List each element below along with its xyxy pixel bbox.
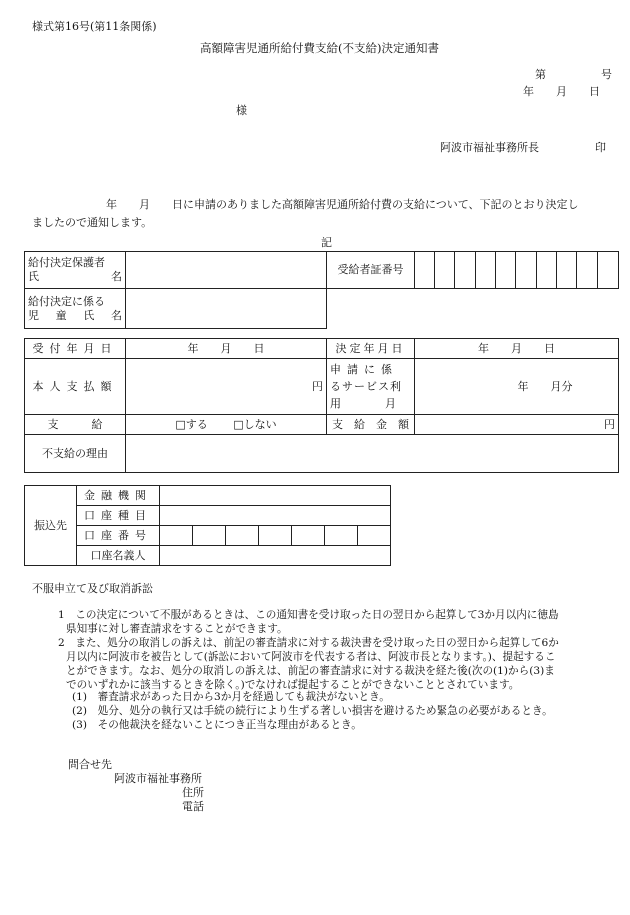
issuer-name: 阿波市福祉事務所長 <box>440 141 539 154</box>
recipient-digit-box[interactable] <box>435 252 455 289</box>
account-digit-box[interactable] <box>325 526 358 546</box>
guardian-label-line-1: 給付決定保護者 <box>28 256 105 269</box>
transfer-label: 振込先 <box>25 486 77 566</box>
document-date-label: 年 月 日 <box>523 85 600 98</box>
account-digit-box[interactable] <box>193 526 226 546</box>
contact-phone-label: 電話 <box>182 800 204 813</box>
account-digit-box[interactable] <box>160 526 193 546</box>
child-label-line-2: 児 童 氏 名 <box>28 308 122 322</box>
bank-label: 金融機関 <box>77 486 160 506</box>
self-pay-field[interactable]: 円 <box>126 359 327 415</box>
receipt-date-label: 受付年月日 <box>25 339 126 359</box>
appeal-item-2-line-1: 2 また、処分の取消しの訴えは、前記の審査請求に対する裁決書を受け取った日の翌日から起算して6か <box>58 637 559 649</box>
service-month-field[interactable]: 年 月分 <box>415 359 619 415</box>
appeal-item-2-line-4: でのいずれかに該当するときを除く。)でなければ提起することができないこととされています。 <box>66 679 520 691</box>
service-month-label-line-2: るサービス利 <box>330 380 402 393</box>
appeal-heading: 不服申立て及び取消訴訟 <box>32 582 153 595</box>
payment-options <box>126 415 327 435</box>
contact-address-label: 住所 <box>182 786 204 799</box>
intro-line-2: ましたので通知します。 <box>32 216 153 229</box>
bank-field[interactable] <box>160 486 391 506</box>
payment-amount-label: 支 給 金 額 <box>327 415 415 435</box>
ki-label: 記 <box>321 236 332 249</box>
account-holder-label: 口座名義人 <box>77 546 160 566</box>
recipient-digit-box[interactable] <box>598 252 619 289</box>
appeal-item-1-line-1: 1 この決定について不服があるときは、この通知書を受け取った日の翌日から起算して3か月以内に徳島 <box>58 609 559 621</box>
service-month-label-line-1: 申請に係 <box>330 363 398 376</box>
appeal-item-2-line-3: とができます。なお、処分の取消しの訴えは、前記の審査請求に対する裁決を経た後(次の(1)から(3)ま <box>66 665 555 677</box>
account-digit-box[interactable] <box>226 526 259 546</box>
account-digit-box[interactable] <box>358 526 391 546</box>
decision-table <box>24 338 619 473</box>
recipient-number-label: 受給者証番号 <box>327 252 415 289</box>
decision-date-field[interactable]: 年 月 日 <box>415 339 619 359</box>
recipient-digit-box[interactable] <box>557 252 577 289</box>
appeal-sub-3: (3) その他裁決を経ないことにつき正当な理由があるとき。 <box>72 719 362 731</box>
addressee-suffix: 様 <box>236 104 247 117</box>
guardian-name-label <box>25 252 126 289</box>
service-month-label-line-3: 用 月 <box>330 397 396 410</box>
recipient-digit-box[interactable] <box>496 252 516 289</box>
decision-date-label: 決定年月日 <box>327 339 415 359</box>
recipient-digit-box[interactable] <box>415 252 435 289</box>
table1-blank-area <box>327 289 619 329</box>
payment-amount-field[interactable]: 円 <box>415 415 619 435</box>
receipt-date-field[interactable]: 年 月 日 <box>126 339 327 359</box>
account-number-label: 口座番号 <box>77 526 160 546</box>
contact-heading: 問合せ先 <box>68 758 112 771</box>
child-name-label <box>25 289 126 329</box>
guardian-label-line-2: 氏 名 <box>28 270 122 283</box>
appeal-sub-2: (2) 処分、処分の執行又は手続の続行により生ずる著しい損害を避けるため緊急の必要があるとき。 <box>72 705 553 717</box>
appeal-item-2-line-2: 月以内に阿波市を被告として(訴訟において阿波市を代表する者は、阿波市長となります。)、提起するこ <box>66 651 556 663</box>
appeal-item-1-line-2: 県知事に対し審査請求をすることができます。 <box>66 623 288 635</box>
account-type-field[interactable] <box>160 506 391 526</box>
recipient-digit-box[interactable] <box>476 252 496 289</box>
child-label-line-1: 給付決定に係る <box>28 294 105 308</box>
document-title: 高額障害児通所給付費支給(不支給)決定通知書 <box>200 41 439 55</box>
recipient-digit-box[interactable] <box>537 252 557 289</box>
contact-office: 阿波市福祉事務所 <box>114 772 202 785</box>
child-name-field[interactable] <box>126 289 327 329</box>
recipient-digit-box[interactable] <box>455 252 476 289</box>
document-number-label: 第 号 <box>535 68 612 81</box>
payment-label: 支 給 <box>25 415 126 435</box>
intro-line-1: 年 月 日に申請のありました高額障害児通所給付費の支給について、下記のとおり決定し <box>106 198 579 211</box>
account-holder-field[interactable] <box>160 546 391 566</box>
guardian-table <box>24 251 619 329</box>
reason-label: 不支給の理由 <box>25 435 126 473</box>
guardian-name-field[interactable] <box>126 252 327 289</box>
account-digit-box[interactable] <box>292 526 325 546</box>
account-type-label: 口座種目 <box>77 506 160 526</box>
self-pay-label: 本人支払額 <box>25 359 126 415</box>
payment-no-checkbox[interactable]: □しない <box>233 417 277 431</box>
seal-mark: 印 <box>595 141 606 154</box>
recipient-digit-box[interactable] <box>577 252 598 289</box>
account-digit-box[interactable] <box>259 526 292 546</box>
service-month-label <box>327 359 415 415</box>
reason-field[interactable] <box>126 435 619 473</box>
transfer-table <box>24 485 391 566</box>
form-number: 様式第16号(第11条関係) <box>32 20 157 33</box>
recipient-digit-box[interactable] <box>516 252 537 289</box>
appeal-sub-1: (1) 審査請求があった日から3か月を経過しても裁決がないとき。 <box>72 691 390 703</box>
payment-yes-checkbox[interactable]: □する <box>175 417 208 431</box>
